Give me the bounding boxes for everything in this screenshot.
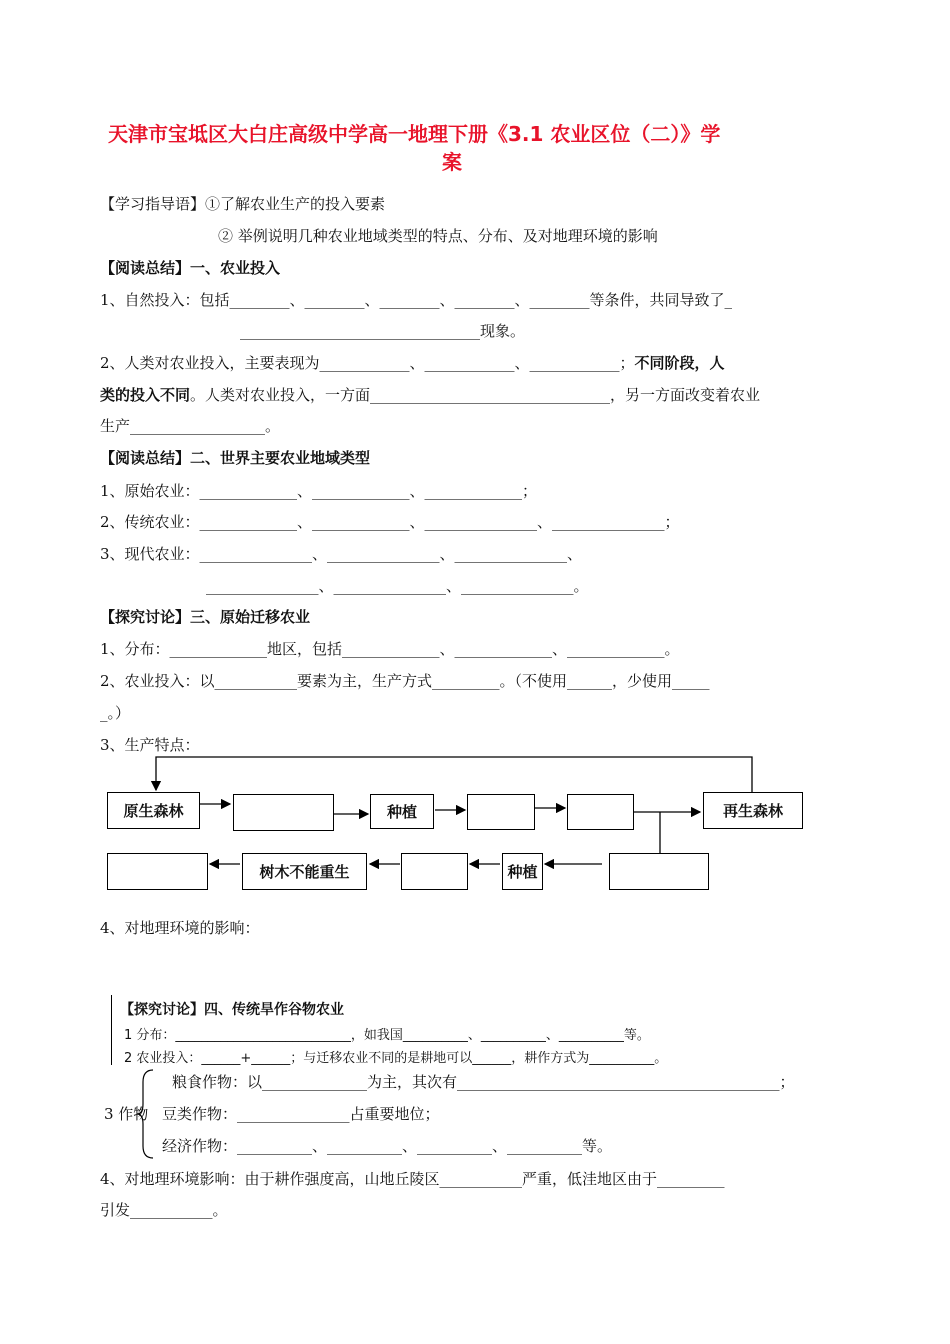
sec4-margin-line <box>111 995 112 1065</box>
sec4-header: 【探究讨论】四、传统旱作谷物农业 <box>120 1002 344 1018</box>
sec2-q3-line1: 3、现代农业：_______________、_______________、_______________、 <box>100 545 583 563</box>
sec3-header: 【探究讨论】三、原始迁移农业 <box>100 608 311 626</box>
sec3-q1: 1、分布：_____________地区，包括_____________、_____________、_____________。 <box>100 640 680 658</box>
sec2-q3-line2: _______________、_______________、_______________。 <box>206 577 589 595</box>
guide-item-2: ② 举例说明几种农业地域类型的特点、分布、及对地理环境的影响 <box>218 227 658 245</box>
flow-box-no-regrow: 树木不能重生 <box>242 853 367 890</box>
flow-box-primary-forest: 原生森林 <box>107 792 200 829</box>
sec1-q2-rest: 。人类对农业投入，一方面________________________________，另一方面改变着农业 <box>190 386 761 404</box>
sec1-header: 【阅读总结】一、农业投入 <box>100 259 281 277</box>
flow-box-plant-1: 种植 <box>370 794 434 829</box>
flow-box-blank-2 <box>467 794 535 830</box>
sec1-q2-text: 2、人类对农业投入，主要表现为____________、____________、____________； <box>100 354 635 372</box>
sec3-q3: 3、生产特点： <box>100 736 200 754</box>
sec3-q4: 4、对地理环境的影响： <box>100 919 260 937</box>
sec2-q2: 2、传统农业：_____________、_____________、_______________、_______________； <box>100 513 680 531</box>
sec2-q1: 1、原始农业：_____________、_____________、_____________； <box>100 482 538 500</box>
flow-box-regen-forest: 再生森林 <box>703 792 803 829</box>
sec1-q1-line2: ________________________________现象。 <box>240 322 526 340</box>
sec1-q2-bold: 不同阶段，人 <box>634 354 725 372</box>
sec1-q2-bold-2: 类的投入不同 <box>100 386 191 404</box>
flow-box-blank-1 <box>233 794 334 831</box>
sec4-q2: 2 农业投入：______+______；与迁移农业不同的是耕地可以______，耕作方式为__________。 <box>124 1051 668 1066</box>
sec1-q2-line3: 生产__________________。 <box>100 417 281 435</box>
sec4-cash: 经济作物：__________、__________、__________、__________等。 <box>162 1137 613 1155</box>
doc-title-line2: 案 <box>442 150 462 174</box>
flow-box-blank-6 <box>609 853 709 890</box>
sec1-q1-line1: 1、自然投入：包括________、________、________、________、________等条件，共同导致了_ <box>100 291 733 309</box>
guide-label: 【学习指导语】 <box>100 195 206 213</box>
flow-box-plant-2: 种植 <box>502 853 543 890</box>
sec4-bean: 豆类作物：_______________占重要地位； <box>162 1105 440 1123</box>
sec3-q2-line1: 2、农业投入：以___________要素为主，生产方式_________。（不使用______，少使用_____ <box>100 672 710 690</box>
sec4-crop-label: 3 作物 <box>104 1105 149 1123</box>
sec3-q2-line2: _。） <box>100 704 131 722</box>
sec4-q4-line2: 引发___________。 <box>100 1201 228 1219</box>
sec4-q1: 1 分布：___________________________，如我国__________、__________、__________等。 <box>124 1028 650 1043</box>
flow-box-blank-4 <box>107 853 208 890</box>
sec4-q4-line1: 4、对地理环境影响：由于耕作强度高，山地丘陵区___________严重，低洼地区由于_________ <box>100 1170 725 1188</box>
sec4-grain: 粮食作物：以______________为主，其次有___________________________________________； <box>172 1073 795 1091</box>
sec2-header: 【阅读总结】二、世界主要农业地域类型 <box>100 449 371 467</box>
flow-box-blank-5 <box>401 853 468 890</box>
flow-box-blank-3 <box>567 794 634 830</box>
guide-item-1: ①了解农业生产的投入要素 <box>205 195 386 213</box>
doc-title-line1: 天津市宝坻区大白庄高级中学高一地理下册《3.1 农业区位（二）》学 <box>108 122 721 146</box>
sec4-crop-brace <box>135 1068 157 1160</box>
